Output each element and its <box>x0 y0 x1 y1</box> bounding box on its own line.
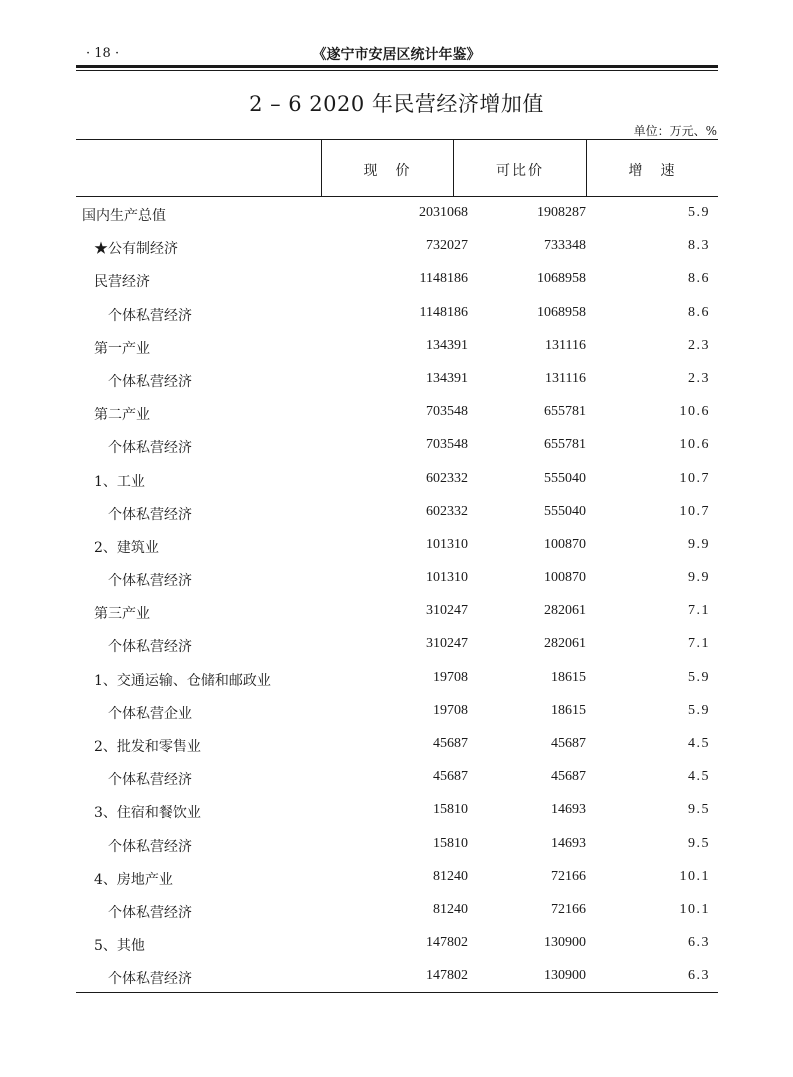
current-price-cell: 147802 <box>426 968 468 984</box>
growth-cell: 10.1 <box>679 868 710 884</box>
comparable-price-cell: 130900 <box>544 968 586 984</box>
current-price-cell: 602332 <box>426 503 468 519</box>
current-price-cell: 15810 <box>433 835 468 851</box>
growth-cell: 4.5 <box>688 736 710 751</box>
table-top-rule <box>76 139 718 140</box>
table-row <box>76 761 718 794</box>
book-title: 《遂宁市安居区统计年鉴》 <box>312 47 481 63</box>
comparable-price-cell: 14693 <box>551 802 586 818</box>
column-header-current-price: 现 价 <box>363 163 412 179</box>
row-label: 国内生产总值 <box>82 208 166 224</box>
comparable-price-cell: 733348 <box>544 238 586 254</box>
row-label: 个体私营经济 <box>108 904 192 921</box>
comparable-price-cell: 655781 <box>544 404 586 420</box>
comparable-price-cell: 100870 <box>544 536 586 552</box>
current-price-cell: 310247 <box>426 603 468 619</box>
row-label: 第三产业 <box>94 606 150 623</box>
growth-cell: 2.3 <box>688 370 710 386</box>
table-row <box>76 628 718 661</box>
row-label: 个体私营经济 <box>108 373 192 390</box>
current-price-cell: 45687 <box>433 736 468 751</box>
table-row <box>76 363 718 396</box>
table-row <box>76 529 718 562</box>
table-row <box>76 894 718 927</box>
row-label: 个体私营经济 <box>108 971 192 988</box>
column-header-growth: 增 速 <box>628 163 677 179</box>
row-label: 个体私营经济 <box>108 440 192 457</box>
row-label: 1、交通运输、仓储和邮政业 <box>94 672 271 689</box>
growth-cell: 6.3 <box>688 935 710 951</box>
current-price-cell: 732027 <box>426 238 468 254</box>
comparable-price-cell: 282061 <box>544 603 586 619</box>
current-price-cell: 101310 <box>426 536 468 552</box>
table-row <box>76 861 718 894</box>
comparable-price-cell: 131116 <box>545 337 586 353</box>
growth-cell: 10.6 <box>679 437 710 453</box>
comparable-price-cell: 45687 <box>551 736 586 751</box>
comparable-price-cell: 555040 <box>544 470 586 486</box>
comparable-price-cell: 18615 <box>551 702 586 718</box>
growth-cell: 8.6 <box>688 304 710 320</box>
table-body <box>76 197 718 994</box>
comparable-price-cell: 655781 <box>544 437 586 453</box>
table-row <box>76 496 718 529</box>
row-label: 2、批发和零售业 <box>94 739 201 755</box>
row-label: 民营经济 <box>94 274 150 291</box>
growth-cell: 8.3 <box>688 238 710 254</box>
comparable-price-cell: 1908287 <box>537 205 586 220</box>
row-label: 个体私营企业 <box>108 705 192 722</box>
row-label: 个体私营经济 <box>108 573 192 590</box>
comparable-price-cell: 100870 <box>544 570 586 586</box>
growth-cell: 10.7 <box>679 503 710 519</box>
table-row <box>76 562 718 595</box>
row-label: 个体私营经济 <box>108 639 192 656</box>
growth-cell: 9.9 <box>688 536 710 552</box>
current-price-cell: 101310 <box>426 570 468 586</box>
column-header-comparable-price: 可比价 <box>496 163 544 179</box>
growth-cell: 10.1 <box>679 901 710 917</box>
growth-cell: 4.5 <box>688 769 710 785</box>
row-label: 4、房地产业 <box>94 871 173 888</box>
row-label: 1、工业 <box>94 473 145 490</box>
table-row <box>76 728 718 761</box>
comparable-price-cell: 45687 <box>551 769 586 785</box>
comparable-price-cell: 72166 <box>551 901 586 917</box>
table-row <box>76 695 718 728</box>
current-price-cell: 15810 <box>433 802 468 818</box>
current-price-cell: 45687 <box>433 769 468 785</box>
current-price-cell: 134391 <box>426 370 468 386</box>
current-price-cell: 1148186 <box>419 304 468 320</box>
table-row <box>76 927 718 960</box>
comparable-price-cell: 282061 <box>544 636 586 652</box>
current-price-cell: 134391 <box>426 337 468 353</box>
header-rule-thin <box>76 70 718 71</box>
page-number: · 18 · <box>86 46 120 61</box>
growth-cell: 9.5 <box>688 835 710 851</box>
row-label: 5、其他 <box>94 938 145 955</box>
comparable-price-cell: 555040 <box>544 503 586 519</box>
table-bottom-rule <box>76 992 718 993</box>
table-row <box>76 794 718 827</box>
current-price-cell: 703548 <box>426 437 468 453</box>
growth-cell: 10.6 <box>679 404 710 420</box>
comparable-price-cell: 1068958 <box>537 304 586 320</box>
table-title: 2 – 6 2020 年民营经济增加值 <box>249 92 544 116</box>
growth-cell: 7.1 <box>688 636 710 652</box>
table-row <box>76 595 718 628</box>
current-price-cell: 2031068 <box>419 205 468 220</box>
current-price-cell: 602332 <box>426 470 468 486</box>
table-row <box>76 263 718 296</box>
comparable-price-cell: 131116 <box>545 370 586 386</box>
table-row <box>76 197 718 230</box>
comparable-price-cell: 18615 <box>551 669 586 685</box>
growth-cell: 2.3 <box>688 337 710 353</box>
row-label: ★公有制经济 <box>94 241 178 258</box>
table-row <box>76 960 718 993</box>
header-rule-thick <box>76 65 718 68</box>
growth-cell: 5.9 <box>688 669 710 685</box>
table-row <box>76 396 718 429</box>
table-row <box>76 463 718 496</box>
table-row <box>76 297 718 330</box>
growth-cell: 9.5 <box>688 802 710 818</box>
row-label: 个体私营经济 <box>108 506 192 523</box>
table-row <box>76 429 718 462</box>
row-label: 第一产业 <box>94 340 150 357</box>
growth-cell: 7.1 <box>688 603 710 619</box>
table-row <box>76 230 718 263</box>
unit-note: 单位：万元、% <box>633 124 717 138</box>
row-label: 个体私营经济 <box>108 838 192 855</box>
growth-cell: 5.9 <box>688 205 710 220</box>
current-price-cell: 81240 <box>433 901 468 917</box>
comparable-price-cell: 1068958 <box>537 271 586 287</box>
row-label: 3、住宿和餐饮业 <box>94 805 201 822</box>
row-label: 2、建筑业 <box>94 539 159 556</box>
current-price-cell: 147802 <box>426 935 468 951</box>
comparable-price-cell: 72166 <box>551 868 586 884</box>
table-row <box>76 330 718 363</box>
growth-cell: 6.3 <box>688 968 710 984</box>
current-price-cell: 1148186 <box>419 271 468 287</box>
comparable-price-cell: 130900 <box>544 935 586 951</box>
growth-cell: 10.7 <box>679 470 710 486</box>
comparable-price-cell: 14693 <box>551 835 586 851</box>
current-price-cell: 310247 <box>426 636 468 652</box>
current-price-cell: 19708 <box>433 702 468 718</box>
growth-cell: 5.9 <box>688 702 710 718</box>
growth-cell: 9.9 <box>688 570 710 586</box>
row-label: 第二产业 <box>94 407 150 424</box>
table-row <box>76 662 718 695</box>
table-row <box>76 828 718 861</box>
row-label: 个体私营经济 <box>108 772 192 789</box>
current-price-cell: 703548 <box>426 404 468 420</box>
current-price-cell: 19708 <box>433 669 468 685</box>
growth-cell: 8.6 <box>688 271 710 287</box>
row-label: 个体私营经济 <box>108 307 192 324</box>
current-price-cell: 81240 <box>433 868 468 884</box>
